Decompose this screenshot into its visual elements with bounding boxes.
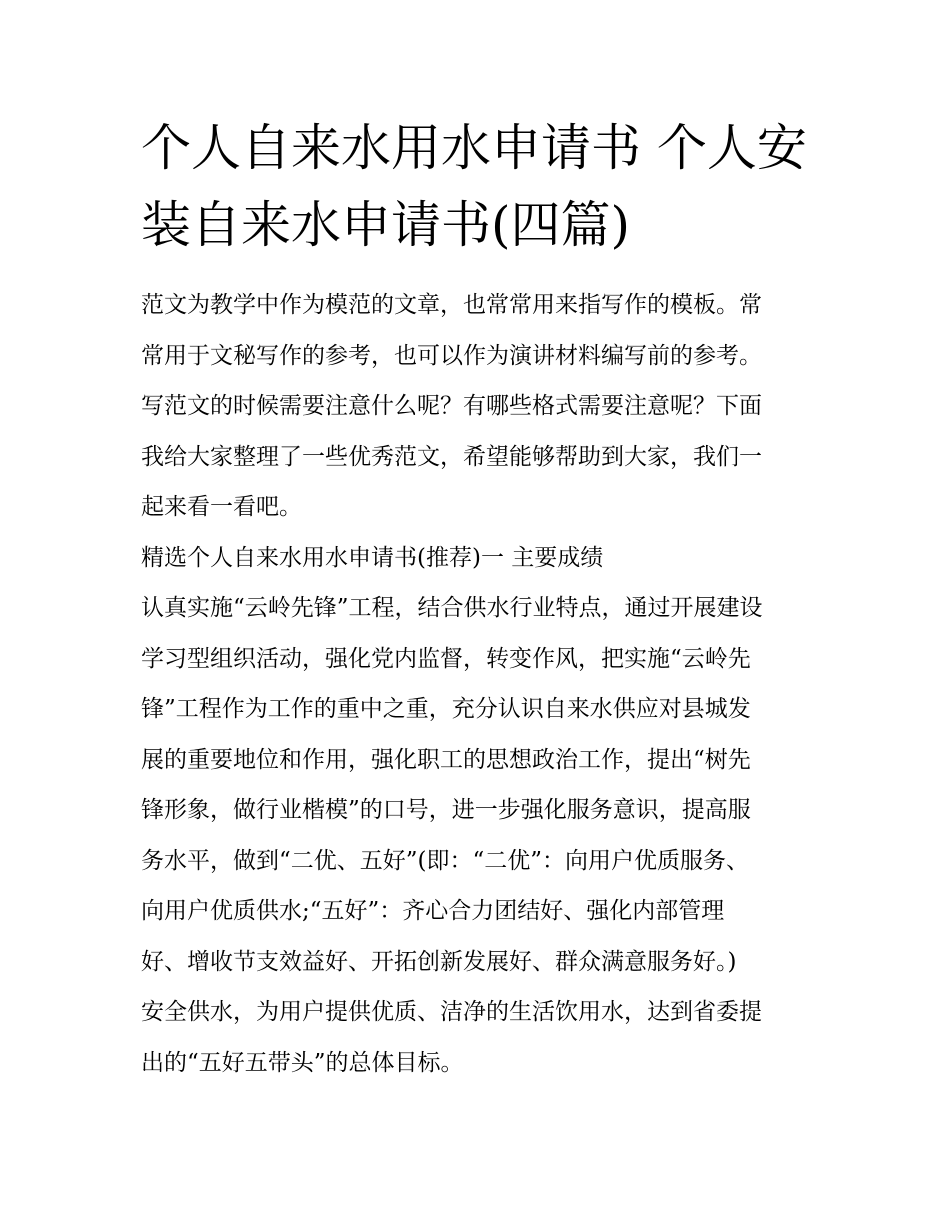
text-line: 学习型组织活动，强化党内监督，转变作风，把实施“云岭先 bbox=[141, 645, 751, 672]
text-line: 安全供水，为用户提供优质、洁净的生活饮用水，达到省委提 bbox=[141, 999, 762, 1025]
title-line: 装自来水申请书(四篇) bbox=[141, 196, 631, 254]
text-line: 向用户优质供水;“五好”：齐心合力团结好、强化内部管理 bbox=[141, 898, 725, 924]
intro-paragraph bbox=[141, 280, 821, 533]
text-line: 写范文的时候需要注意什么呢？有哪些格式需要注意呢？下面 bbox=[141, 393, 762, 419]
text-line: 常用于文秘写作的参考，也可以作为演讲材料编写前的参考。 bbox=[141, 342, 762, 369]
text-line: 起来看一看吧。 bbox=[141, 494, 302, 520]
document-page bbox=[141, 110, 821, 1088]
text-line: 锋”工程作为工作的重中之重，充分认识自来水供应对县城发 bbox=[141, 696, 751, 722]
text-line: 锋形象，做行业楷模”的口号，进一步强化服务意识，提高服 bbox=[141, 797, 751, 823]
title-line: 个人自来水用水申请书 个人安 bbox=[141, 119, 807, 177]
section-heading bbox=[141, 533, 821, 584]
text-line: 范文为教学中作为模范的文章，也常常用来指写作的模板。常 bbox=[141, 292, 762, 318]
title-spacer bbox=[141, 264, 821, 280]
document-title bbox=[141, 110, 821, 264]
text-line: 我给大家整理了一些优秀范文，希望能够帮助到大家，我们一 bbox=[141, 443, 762, 470]
body-paragraph bbox=[141, 583, 821, 1088]
text-line: 精选个人自来水用水申请书(推荐)一 主要成绩 bbox=[141, 544, 604, 571]
text-line: 出的“五好五带头”的总体目标。 bbox=[141, 1049, 464, 1076]
text-line: 务水平，做到“二优、五好”(即：“二优”：向用户优质服务、 bbox=[141, 847, 750, 874]
text-line: 好、增收节支效益好、开拓创新发展好、群众满意服务好。) bbox=[141, 948, 737, 975]
text-line: 展的重要地位和作用，强化职工的思想政治工作，提出“树先 bbox=[141, 746, 751, 773]
text-line: 认真实施“云岭先锋”工程，结合供水行业特点，通过开展建设 bbox=[141, 595, 763, 621]
